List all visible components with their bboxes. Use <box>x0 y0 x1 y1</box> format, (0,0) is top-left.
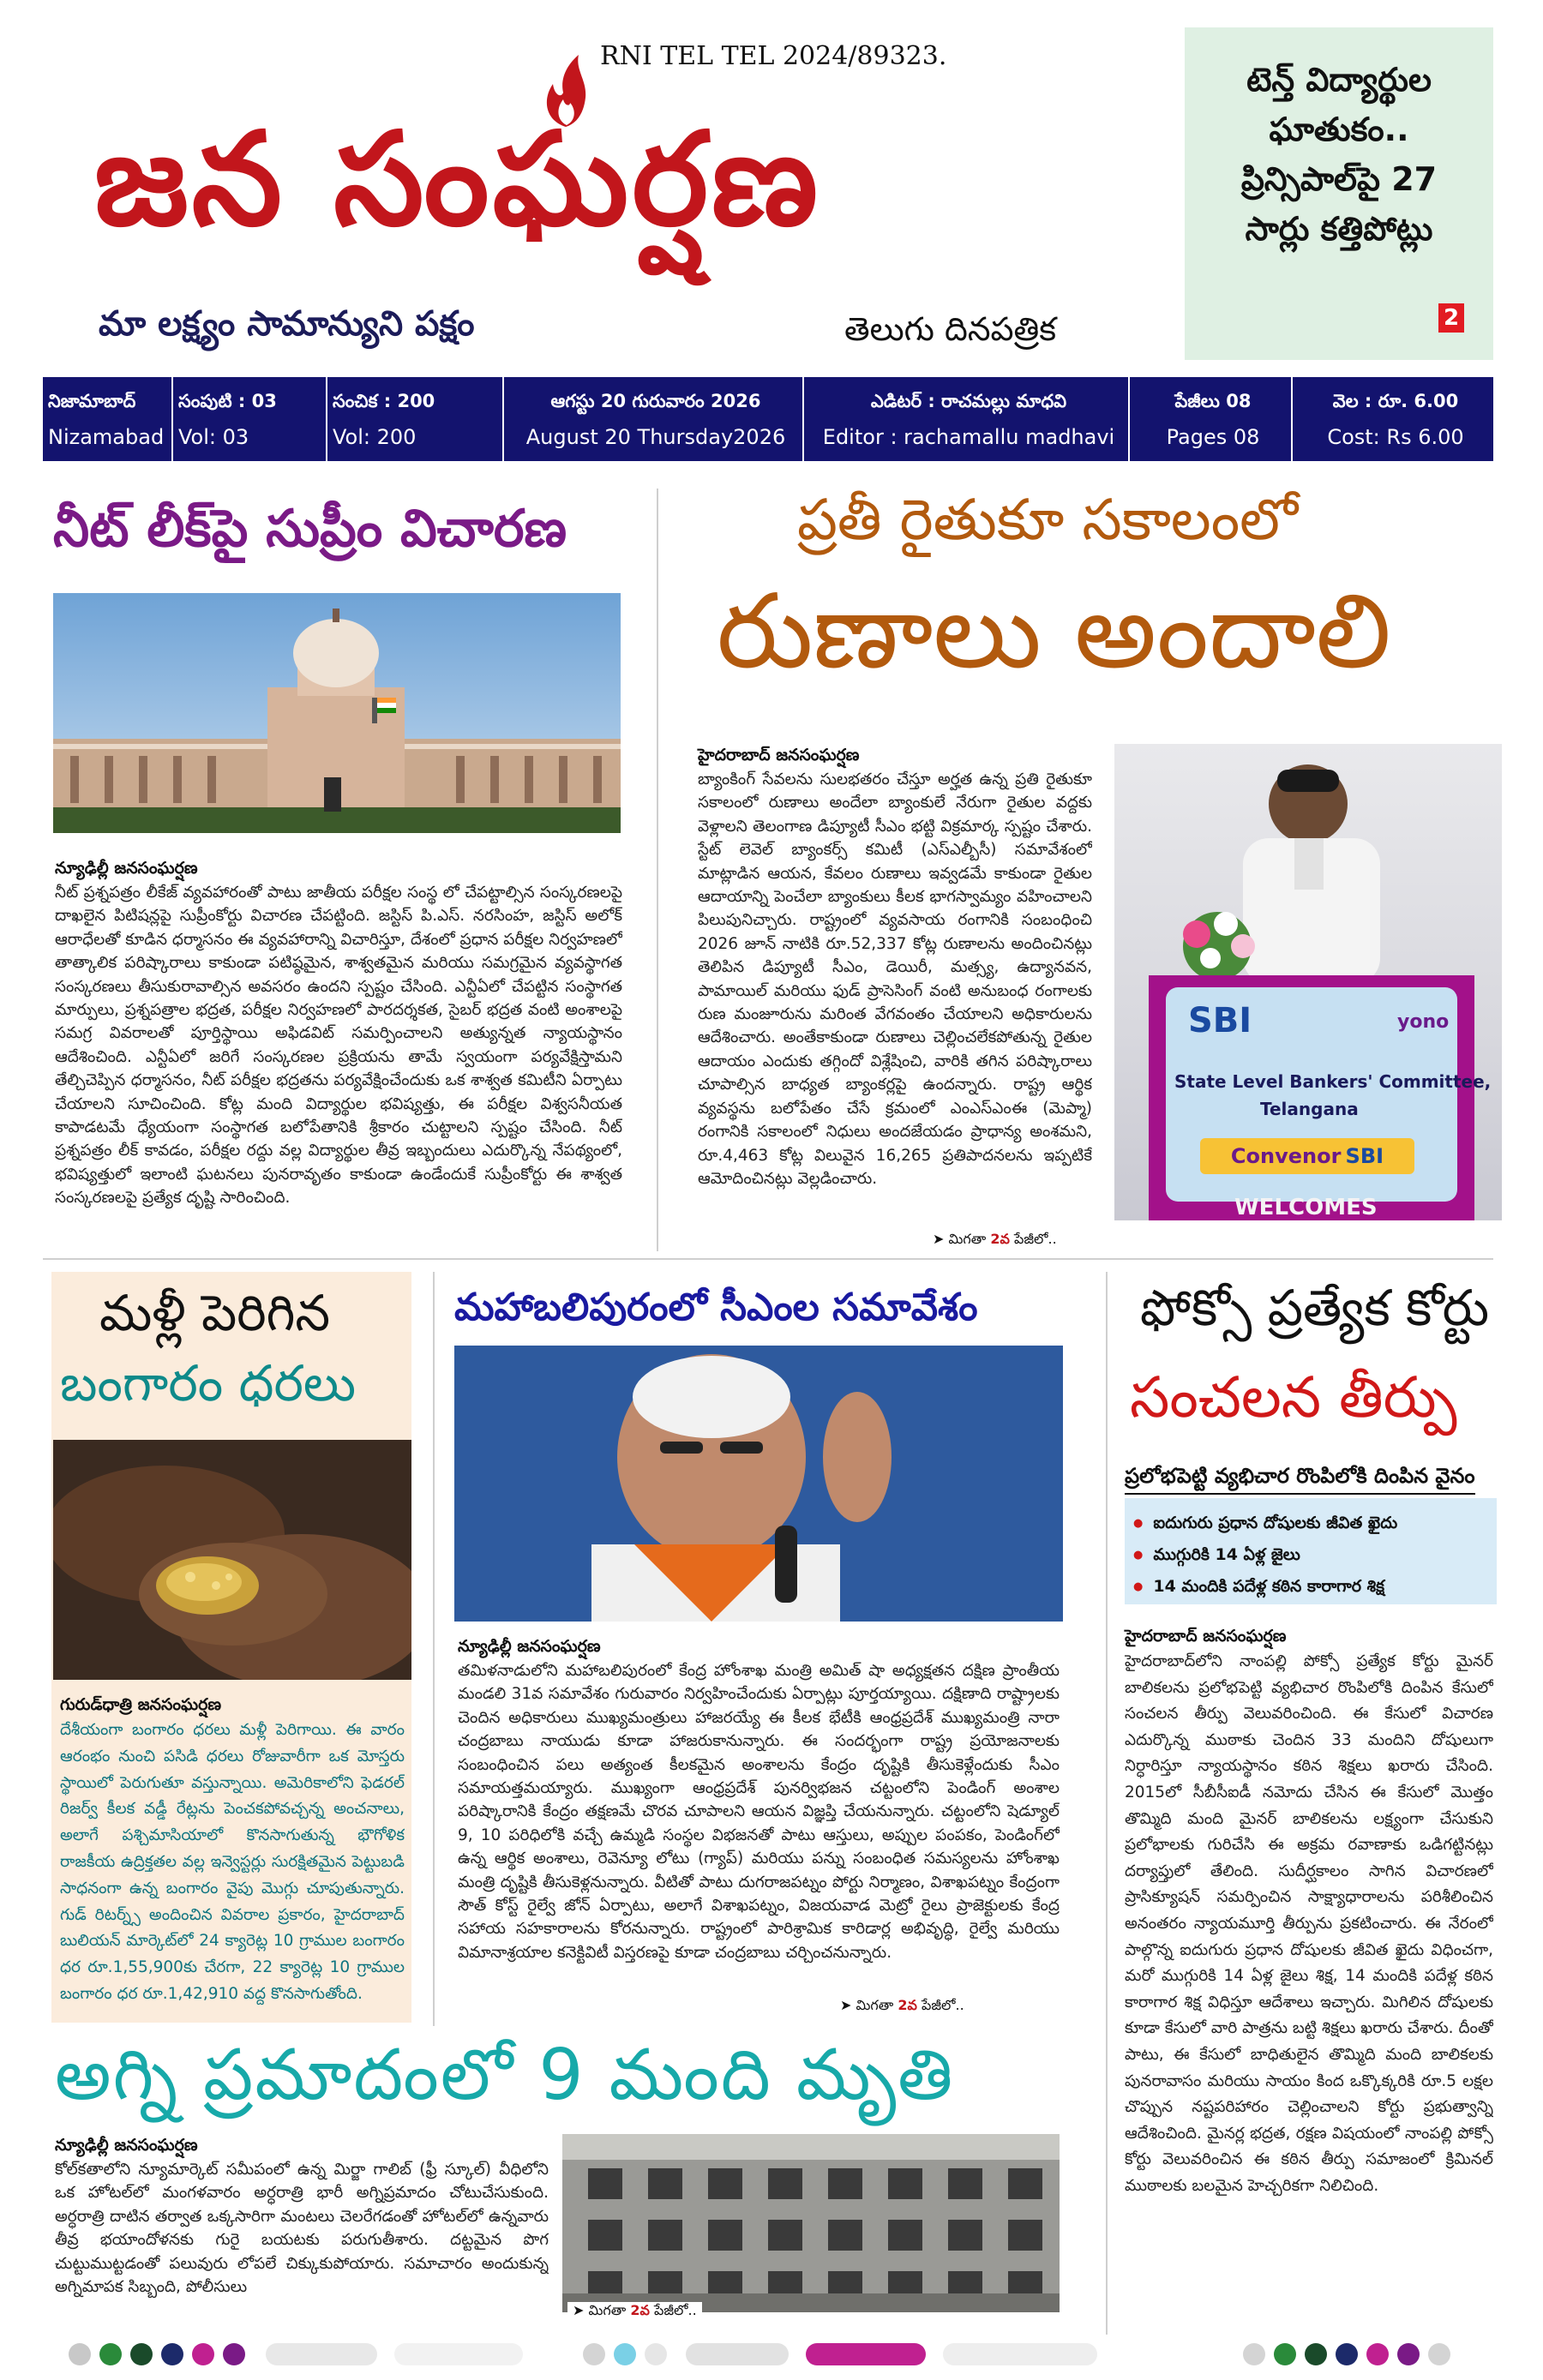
footer-dot <box>192 2343 214 2365</box>
strip-issue-te: సంచిక : 200 <box>333 391 435 411</box>
continued-arrow-icon: ➤ <box>840 1997 856 2013</box>
strip-editor <box>804 377 1130 461</box>
pocso-highlight-item: ● ఐదుగురు ప్రధాన దోషులకు జీవిత ఖైదు <box>1133 1508 1488 1540</box>
continued-prefix: మిగతా <box>856 1997 898 2013</box>
strip-volume-te: సంపుటి : 03 <box>178 391 277 411</box>
gold-dateline: గురుడ్‌ధాత్రి జనసంఘర్షణ <box>60 1695 222 1714</box>
cm-meeting-headline[interactable]: మహాబలిపురంలో సీఎంల సమావేశం <box>454 1286 978 1329</box>
cm-body: తమిళనాడులోని మహాబలిపురంలో కేంద్ర హోంశాఖ మంత్రి అమిత్ షా అధ్యక్షతన దక్షిణ ప్రాంతీయ మండలి 31వ సమావేశం గురువారం నిర్వహించేందుకు ఏర్పాట్లు పూర్తయ్యాయి. దక్షిణాది రాష్ట్రాలకు చెందిన అధికారులు ముఖ్యమంత్రులు హాజరయ్యే ఈ కీలక భేటీకి ఆంధ్రప్రదేశ్ ముఖ్యమంత్రి నారా చంద్రబాబు నాయుడు కూడా హాజరుకానున్నారు. ఈ సందర్భంగా రాష్ట్ర ప్రయోజనాలకు సంబంధించిన పలు అత్యంత కీలకమైన అంశాలను కేంద్రం దృష్టికి తీసుకెళ్లేందుకు సీఎం సమాయత్తమయ్యారు. ముఖ్యంగా ఆంధ్రప్రదేశ్ పునర్విభజన చట్టంలోని పెండింగ్ అంశాల పరిష్కారానికి కేంద్రం తక్షణమే చొరవ చూపాలని ఆయన విజ్ఞప్తి చేయనున్నారు. చట్టంలోని షెడ్యూల్ 9, 10 పరిధిలోకి వచ్చే ఉమ్మడి సంస్థల విభజనతో పాటు ఆస్తులు, అప్పుల పంపకం, పెండింగ్‌లో ఉన్న ఆర్థిక అంశాలు, రెవెన్యూ లోటు (గ్యాప్) మరియు పన్ను సంబంధిత సమస్యలను హోంశాఖ మంత్రి దృష్టికి తీసుకెళ్లనున్నారు. వీటితో పాటు దుగరాజపట్నం పోర్టు నిర్మాణం, విశాఖపట్నం కేంద్రంగా సౌత్ కోస్ట్ రైల్వే జోన్ ఏర్పాటు, అలాగే విశాఖపట్నం, విజయవాడ మెట్రో రైలు ప్రాజెక్టులకు కేంద్ర సహాయ సహకారాలను కోరనున్నారు. రాష్ట్రంలో పారిశ్రామిక కారిడార్ల అభివృద్ధి, రైల్వే మరియు విమానాశ్రయాల కనెక్టివిటీ విస్తరణపై కూడా చంద్రబాబు చర్చించనున్నారు. <box>458 1662 1060 1962</box>
footer-dot <box>99 2343 122 2365</box>
strip-volume <box>173 377 327 461</box>
cm-continued[interactable] <box>840 1997 964 2017</box>
strip-price-en: Cost: Rs 6.00 <box>1327 425 1464 449</box>
pocso-body: హైదరాబాద్‌లోని నాంపల్లి పోక్సో ప్రత్యేక కోర్టు మైనర్ బాలికలను ప్రలోభపెట్టి వ్యభిచార రొంపిలోకి దింపిన కేసులో సంచలన తీర్పు వెలువరించింది. ఈ కేసులో విచారణ ఎదుర్కొన్న ముఠాకు చెందిన 33 మందిని దోషులుగా నిర్ధారిస్తూ న్యాయస్థానం కఠిన శిక్షలు ఖరారు చేసింది. 2015లో సీబీసీఐడీ నమోదు చేసిన ఈ కేసులో మొత్తం తొమ్మిది మంది మైనర్ బాలికలను లక్ష్యంగా చేసుకుని ప్రలోభాలకు గురిచేసి ఈ అక్రమ రవాణాకు ఒడిగట్టినట్లు దర్యాప్తులో తేలింది. సుదీర్ఘకాలం సాగిన విచారణలో ప్రాసిక్యూషన్ సమర్పించిన సాక్ష్యాధారాలను పరిశీలించిన అనంతరం న్యాయమూర్తి తీర్పును ప్రకటించారు. ఈ నేరంలో పాల్గొన్న ఐదుగురు ప్రధాన దోషులకు జీవిత ఖైదు విధించగా, మరో ముగ్గురికి 14 ఏళ్ల జైలు శిక్ష, 14 మందికి పదేళ్ల కఠిన కారాగార శిక్ష విధిస్తూ ఆదేశాలు ఇచ్చారు. మిగిలిన దోషులకు కూడా కేసులో వారి పాత్రను బట్టి శిక్షలు ఖరారు చేశారు. దీంతో పాటు, ఈ కేసులో బాధితులైన తొమ్మిది మంది బాలికలకు పునరావాసం మరియు సాయం కింద ఒక్కొక్కరికి రూ.5 లక్షల చొప్పున నష్టపరిహారం చెల్లించాలని కోర్టు ప్రభుత్వాన్ని ఆదేశించింది. మైనర్ల భద్రత, రక్షణ విషయంలో నాంపల్లి పోక్సో కోర్టు వెలువరించిన ఈ కఠిన తీర్పు సమాజంలో క్రిమినల్ ముఠాలకు బలమైన హెచ్చరికగా నిలిచింది. <box>1125 1652 1493 2195</box>
column-divider <box>433 1272 435 2026</box>
strip-date-en: August 20 Thursday2026 <box>525 425 786 449</box>
continued-prefix: మిగతా <box>948 1231 991 1247</box>
strip-city-te: నిజామాబాద్ <box>48 391 136 411</box>
neet-body: నీట్ ప్రశ్నపత్రం లీకేజ్ వ్యవహారంతో పాటు జాతీయ పరీక్షల సంస్థ లో చేపట్టాల్సిన సంస్కరణలపై దాఖలైన పిటిషన్లపై సుప్రీంకోర్టు విచారణ చేపట్టింది. జస్టిస్ పి.ఎస్. నరసింహ, జస్టిస్ అలోక్ ఆరాధేలతో కూడిన ధర్మాసనం ఈ వ్యవహారాన్ని విచారిస్తూ, దేశంలో ప్రధాన పరీక్షల నిర్వహణలో తాత్కాలిక పరిష్కారాలు కాకుండా పటిష్ఠమైన, శాశ్వతమైన మరియు సమగ్రమైన వ్యవస్థాగత సంస్కరణలు తీసుకురావాల్సిన అవసరం ఉందని స్పష్టం చేసింది. ఎన్టీఏలో చేపట్టిన సంస్థాగత మార్పులు, ప్రశ్నపత్రాల భద్రత, పరీక్షల నిర్వహణలో పారదర్శకత, సైబర్ భద్రత వంటి అంశాలపై సమగ్ర వివరాలతో పూర్తిస్థాయి అఫిడవిట్ సమర్పించాలని అత్యున్నత న్యాయస్థానం ఆదేశించింది. ఎన్టీఏలో జరిగే సంస్కరణల ప్రక్రియను తామే స్వయంగా పర్యవేక్షిస్తామని తేల్చిచెప్పిన ధర్మాసనం, నీట్ పరీక్షల భద్రతను పర్యవేక్షించేందుకు ఒక శాశ్వత కమిటీని ఏర్పాటు చేయాలని సూచించింది. కోట్ల మంది విద్యార్థుల భవిష్యత్తు, ఈ పరీక్షల విశ్వసనీయత కాపాడటమే ధ్యేయంగా సంస్థాగత బలోపేతానికి శ్రీకారం చుట్టాలని స్పష్టం చేసింది. నీట్ ప్రశ్నపత్రం లీక్ కావడం, పరీక్షల రద్దు వల్ల విద్యార్థుల తీవ్ర ఇబ్బందులు ఎదుర్కొన్న నేపథ్యంలో, భవిష్యత్తులో ఇలాంటి ఘటనలు పునరావృతం కాకుండా ఉండేందుకే సుప్రీంకోర్టు ఈ శాశ్వత సంస్కరణలపై ప్రత్యేక దృష్టి సారించింది. <box>55 884 622 1208</box>
strip-price <box>1293 377 1493 461</box>
strip-city-en: Nizamabad <box>48 425 165 449</box>
continued-suffix: పేజీలో.. <box>1009 1231 1057 1247</box>
cm-dateline: న్యూఢిల్లీ జనసంఘర్షణ <box>458 1637 601 1656</box>
strip-editor-en: Editor : rachamallu madhavi <box>822 425 1115 449</box>
strip-pages-en: Pages 08 <box>1166 425 1260 449</box>
pocso-highlight-item: ● 14 మందికి పదేళ్ల కఠిన కారాగార శిక్ష <box>1133 1572 1488 1604</box>
fire-body: కోల్‌కతాలోని న్యూమార్కెట్ సమీపంలో ఉన్న మిర్జా గాలిబ్ (ఫ్రీ స్కూల్) వీధిలోని ఒక హోటల్‌లో మంగళవారం అర్ధరాత్రి భారీ అగ్నిప్రమాదం చోటుచేసుకుంది. అర్ధరాత్రి దాటిన తర్వాత ఒక్కసారిగా మంటలు చెలరేగడంతో హోటల్‌లో ఉన్నవారు తీవ్ర భయాందోళనకు గురై బయటకు పరుగుతీశారు. దట్టమైన పొగ చుట్టుముట్టడంతో పలువురు లోపలే చిక్కుకుపోయారు. సమాచారం అందుకున్న అగ్నిమాపక సిబ్బంది, పోలీసులు <box>55 2161 549 2297</box>
tagline: మా లక్ష్యం సామాన్యుని పక్షం <box>99 304 475 344</box>
footer-dot <box>1336 2343 1358 2365</box>
strip-date <box>504 377 804 461</box>
footer-dot <box>645 2343 667 2365</box>
neet-headline[interactable]: నీట్ లీక్‌పై సుప్రీం విచారణ <box>53 499 567 559</box>
footer-color-bar <box>51 2340 1492 2369</box>
amit-shah-photo <box>454 1346 1063 1622</box>
promo-line: ప్రిన్సిపాల్‌పై 27 <box>1240 160 1438 198</box>
footer-bar <box>806 2343 926 2365</box>
footer-dot <box>583 2343 605 2365</box>
pocso-headline-main[interactable]: సంచలన తీర్పు <box>1130 1364 1457 1430</box>
farmers-headline-main[interactable]: రుణాలు అందాలి <box>717 573 1391 692</box>
continued-page: 2వ <box>630 2302 650 2318</box>
strip-issue-en: Vol: 200 <box>333 425 417 449</box>
continued-arrow-icon: ➤ <box>573 2302 589 2318</box>
fire-building-image <box>562 2134 1060 2312</box>
strip-issue <box>327 377 504 461</box>
podium-convenor-logo: SBI <box>1345 1144 1384 1168</box>
farmers-continued[interactable] <box>933 1231 1057 1250</box>
promo-page-badge: 2 <box>1438 303 1464 333</box>
strip-volume-en: Vol: 03 <box>178 425 249 449</box>
continued-prefix: మిగతా <box>588 2302 631 2318</box>
gold-body: దేశీయంగా బంగారం ధరలు మళ్లీ పెరిగాయి. ఈ వారం ఆరంభం నుంచి పసిడి ధరలు రోజువారీగా ఒక మోస్తరు స్థాయిలో పెరుగుతూ వస్తున్నాయి. అమెరికాలోని ఫెడరల్ రిజర్వ్ కీలక వడ్డీ రేట్లను పెంచకపోవచ్చన్న అంచనాలు, అలాగే పశ్చిమాసియాలో కొనసాగుతున్న భౌగోళిక రాజకీయ ఉద్రిక్తతల వల్ల ఇన్వెస్టర్లు సురక్షితమైన పెట్టుబడి సాధనంగా ఉన్న బంగారం వైపు మొగ్గు చూపుతున్నారు. గుడ్ రిటర్న్స్ అందించిన వివరాల ప్రకారం, హైదరాబాద్ బులియన్ మార్కెట్‌లో 24 క్యారెట్ల 10 గ్రాముల బంగారం ధర రూ.1,55,900కు చేరగా, 22 క్యారెట్ల 10 గ్రాముల బంగారం ధర రూ.1,42,910 వద్ద కొనసాగుతోంది. <box>60 1721 405 2003</box>
gold-headline-main[interactable]: బంగారం ధరలు <box>60 1354 357 1412</box>
brand-name: జన సంఘర్షణ <box>94 105 822 255</box>
footer-dot <box>1397 2343 1420 2365</box>
daily-label: తెలుగు దినపత్రిక <box>844 310 1057 348</box>
footer-dot <box>161 2343 183 2365</box>
footer-bar <box>394 2343 523 2365</box>
rni-number: RNI TEL TEL 2024/89323. <box>600 41 947 71</box>
footer-dot <box>1366 2343 1389 2365</box>
continued-suffix: పేజీలో.. <box>649 2302 697 2318</box>
strip-city <box>43 377 173 461</box>
strip-date-te: ఆగస్టు 20 గురువారం 2026 <box>550 391 761 411</box>
footer-dot <box>130 2343 153 2365</box>
deputy-cm-photo <box>1114 744 1502 1220</box>
podium-convenor-label: Convenor <box>1230 1144 1342 1168</box>
footer-dot <box>1274 2343 1296 2365</box>
podium-yono-logo: yono <box>1397 1011 1450 1033</box>
column-divider <box>1106 1272 1108 2335</box>
promo-line: సార్లు కత్తిపోట్లు <box>1245 210 1433 248</box>
farmers-headline-top[interactable]: ప్రతీ రైతుకూ సకాలంలో <box>797 487 1299 553</box>
promo-line: ఘాతుకం.. <box>1269 111 1409 148</box>
strip-pages <box>1130 377 1293 461</box>
continued-arrow-icon: ➤ <box>933 1231 949 1247</box>
farmers-dateline: హైదరాబాద్ జనసంఘర్షణ <box>698 746 860 764</box>
podium-sbi-logo: SBI <box>1188 1001 1252 1040</box>
neet-dateline: న్యూఢిల్లీ జనసంఘర్షణ <box>55 859 198 878</box>
footer-dot <box>1243 2343 1265 2365</box>
gold-headline-top[interactable]: మళ్లీ పెరిగిన <box>99 1284 331 1342</box>
footer-dot <box>614 2343 636 2365</box>
podium-convenor <box>1200 1138 1414 1174</box>
pocso-subheadline: ప్రలోభపెట్టి వ్యభిచార రొంపిలోకి దింపిన వైనం <box>1125 1464 1475 1495</box>
footer-bar <box>686 2343 789 2365</box>
podium-committee-line2: Telangana <box>1260 1099 1359 1119</box>
footer-dot <box>223 2343 245 2365</box>
pocso-dateline: హైదరాబాద్ జనసంఘర్షణ <box>1125 1627 1287 1646</box>
fire-headline[interactable]: అగ్ని ప్రమాదంలో 9 మంది మృతి <box>55 2035 955 2116</box>
promo-box[interactable] <box>1185 27 1493 360</box>
pocso-headline-top[interactable]: ఫోక్సో ప్రత్యేక కోర్టు <box>1140 1279 1490 1337</box>
strip-pages-te: పేజీలు 08 <box>1174 391 1252 411</box>
footer-dot <box>1428 2343 1450 2365</box>
fire-dateline: న్యూఢిల్లీ జనసంఘర్షణ <box>55 2136 198 2155</box>
farmers-body: బ్యాంకింగ్ సేవలను సులభతరం చేస్తూ అర్హత ఉన్న ప్రతి రైతుకూ సకాలంలో రుణాలు అందేలా బ్యాంకులే నేరుగా రైతుల వద్దకు వెళ్లాలని తెలంగాణ డిప్యూటీ సీఎం భట్టి విక్రమార్క స్పష్టం చేశారు. స్టేట్ లెవెల్ బ్యాంకర్స్ కమిటీ (ఎస్ఎల్బీసీ) సమావేశంలో మాట్లాడిన ఆయన, కేవలం రుణాలు ఇవ్వడమే కాకుండా రైతుల ఆదాయాన్ని పెంచేలా బ్యాంకులు కీలక భాగస్వామ్యం వహించాలని పిలుపునిచ్చారు. రాష్ట్రంలో వ్యవసాయ రంగానికి సంబంధించి 2026 జూన్ నాటికి రూ.52,337 కోట్ల రుణాలను అందించినట్లు తెలిపిన డిప్యూటీ సీఎం, డెయిరీ, మత్స్య, ఉద్యానవన, పామాయిల్ మరియు ఫుడ్ ప్రాసెసింగ్ వంటి అనుబంధ రంగాలకు రుణ మంజూరును మరింత వేగవంతం చేయాలని అధికారులను ఆదేశించారు. అంతేకాకుండా రుణాలు చెల్లించలేకపోతున్న రైతుల ఆదాయం ఎందుకు తగ్గిందో విశ్లేషించి, వారికి తగిన పరిష్కారాలు చూపాల్సిన బాధ్యత బ్యాంకర్లపై ఉందన్నారు. రాష్ట్ర ఆర్థిక వ్యవస్థను బలోపేతం చేసే క్రమంలో ఎంఎస్ఎంఈ (మెప్మా) రంగానికి సకాలంలో నిధులు అందజేయడం ప్రాధాన్య అంశమని, రూ.4,463 కోట్ల విలువైన 16,265 ప్రతిపాదనలను ఇప్పటికే ఆమోదించినట్లు వెల్లడించారు. <box>698 770 1092 1188</box>
pocso-highlights <box>1125 1498 1497 1604</box>
supreme-court-image <box>53 593 621 833</box>
strip-editor-te: ఎడిటర్ : రాచమల్లు మాధవి <box>870 391 1067 411</box>
column-divider <box>657 489 658 1251</box>
continued-page: 2వ <box>990 1231 1010 1247</box>
footer-dot <box>69 2343 91 2365</box>
gold-hands-image <box>53 1440 411 1680</box>
promo-line: టెన్త్ విద్యార్థుల <box>1246 61 1432 99</box>
fire-continued[interactable] <box>567 2302 702 2322</box>
footer-bar <box>943 2343 1097 2365</box>
footer-bar <box>266 2343 377 2365</box>
strip-price-te: వెల : రూ. 6.00 <box>1332 391 1459 411</box>
continued-page: 2వ <box>898 1997 917 2013</box>
row-divider <box>43 1258 1493 1260</box>
podium-committee-line1: State Level Bankers' Committee, <box>1174 1071 1492 1092</box>
podium-welcomes: WELCOMES <box>1234 1195 1378 1220</box>
info-strip <box>43 377 1493 461</box>
footer-dot <box>1305 2343 1327 2365</box>
pocso-highlight-item: ● ముగ్గురికి 14 ఏళ్ల జైలు <box>1133 1540 1488 1572</box>
continued-suffix: పేజీలో.. <box>916 1997 964 2013</box>
